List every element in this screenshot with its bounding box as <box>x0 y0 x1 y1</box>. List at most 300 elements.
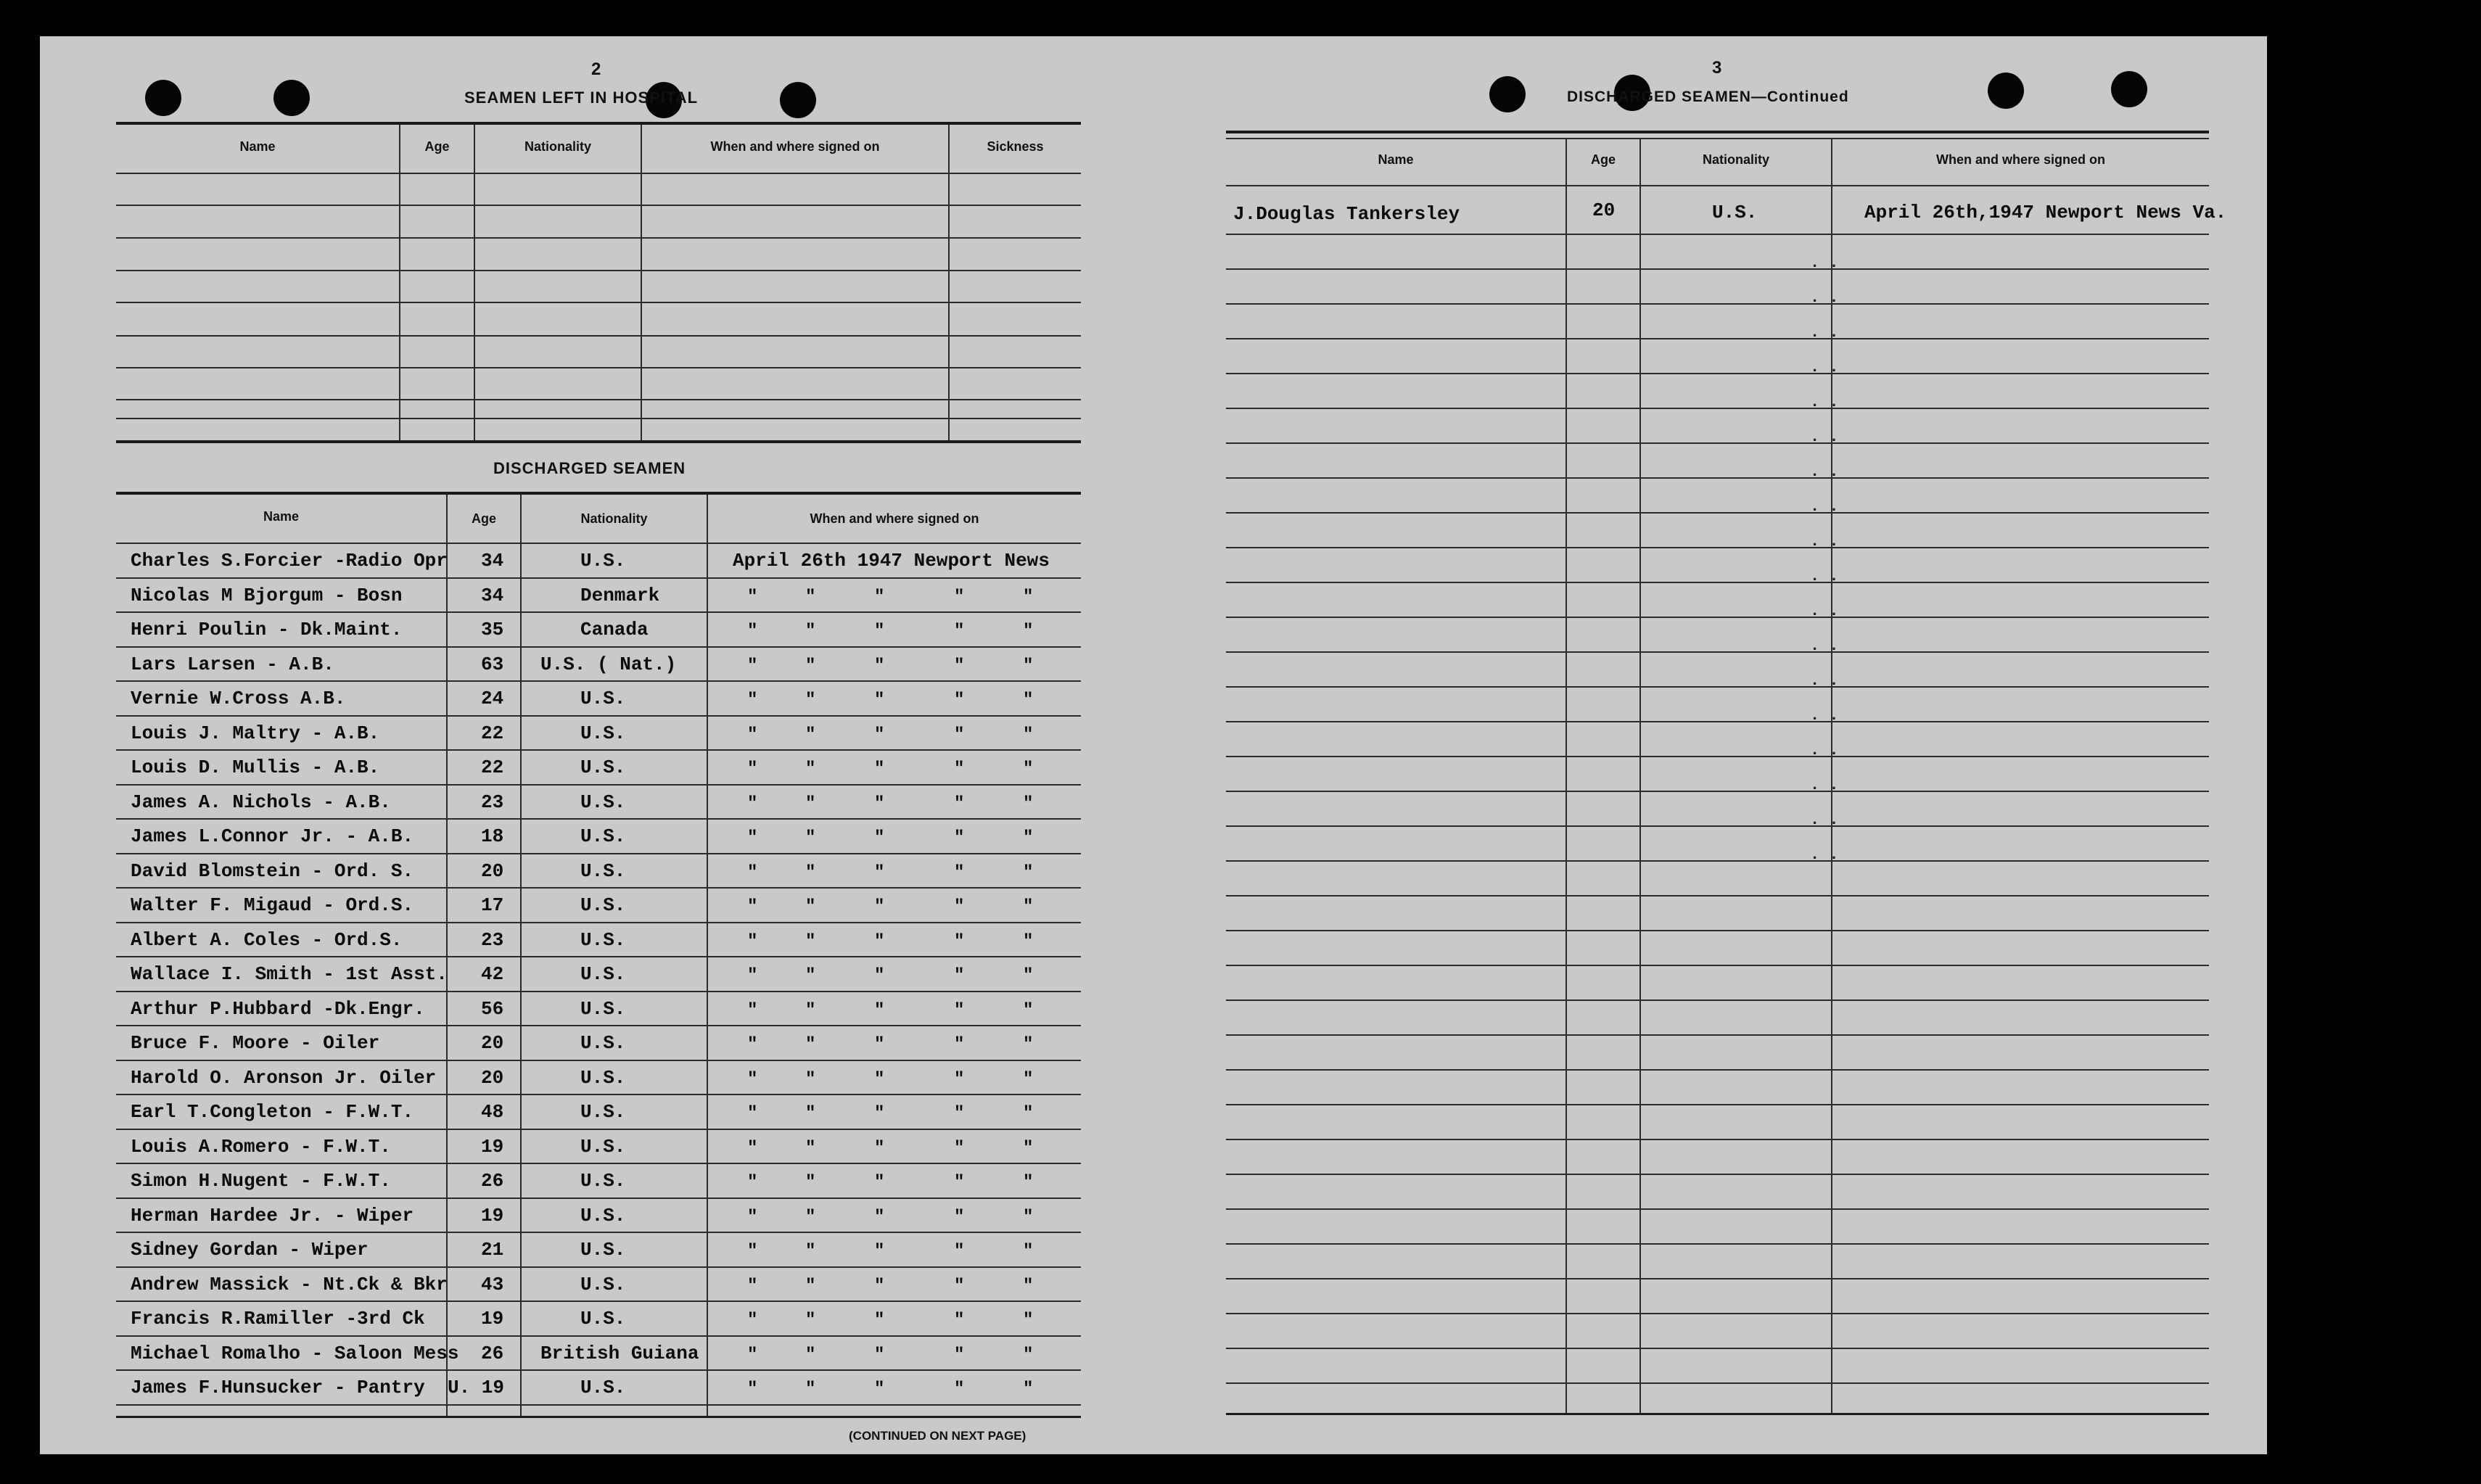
hospital-row-line <box>116 399 1081 400</box>
table-row-line <box>116 887 1081 889</box>
ditto-mark: " <box>1023 1104 1034 1124</box>
stray-mark: . . <box>1810 706 1839 725</box>
ditto-mark: " <box>874 1035 885 1055</box>
discharged-header-age: Age <box>471 511 496 526</box>
ditto-mark: " <box>874 1345 885 1365</box>
row-nationality: U.S. <box>580 1239 626 1261</box>
ditto-mark: " <box>874 1173 885 1192</box>
table-row-line <box>1226 442 2209 444</box>
continued-note: (CONTINUED ON NEXT PAGE) <box>849 1429 1026 1443</box>
row-age: 22 <box>481 722 504 744</box>
row-age: 19 <box>481 1308 504 1330</box>
ditto-mark: " <box>805 1207 816 1227</box>
ditto-mark: " <box>747 1104 758 1124</box>
col-divider <box>1565 139 1567 1414</box>
table-row-line <box>1226 791 2209 792</box>
row-name: Nicolas M Bjorgum - Bosn <box>131 584 403 606</box>
right-header-nationality: Nationality <box>1702 152 1769 167</box>
ditto-mark: " <box>1023 1207 1034 1227</box>
ditto-mark: " <box>747 1380 758 1399</box>
row-nationality: U.S. <box>580 1032 626 1054</box>
row-name: James F.Hunsucker - Pantry <box>131 1377 425 1398</box>
table-row-line <box>1226 512 2209 514</box>
hospital-row-line <box>116 335 1081 337</box>
ditto-mark: " <box>747 1242 758 1261</box>
row-nationality: U.S. <box>580 1308 626 1330</box>
ditto-mark: " <box>874 1138 885 1158</box>
ditto-mark: " <box>874 931 885 952</box>
ditto-mark: " <box>874 1276 885 1296</box>
punch-hole <box>2111 71 2147 107</box>
ditto-mark: " <box>874 966 885 986</box>
ditto-mark: " <box>805 1345 816 1365</box>
row-age: 20 <box>481 1032 504 1054</box>
ditto-mark: " <box>805 897 816 917</box>
stray-mark: . . <box>1810 323 1839 342</box>
ditto-mark: " <box>747 1069 758 1089</box>
row-name: Francis R.Ramiller -3rd Ck <box>131 1308 425 1330</box>
ditto-mark: " <box>747 828 758 848</box>
ditto-mark: " <box>805 587 816 607</box>
row-name: Louis J. Maltry - A.B. <box>131 722 380 744</box>
discharged-bottom-rule <box>116 1416 1081 1418</box>
row-nationality: U.S. <box>580 1204 626 1227</box>
hospital-row-line <box>116 270 1081 271</box>
ditto-mark: " <box>1023 931 1034 952</box>
table-row-line <box>1226 1208 2209 1210</box>
stray-mark: . . <box>1810 602 1839 620</box>
row-name: Harold O. Aronson Jr. Oiler <box>131 1066 437 1089</box>
ditto-mark: " <box>874 1069 885 1089</box>
ditto-mark: " <box>1023 862 1034 883</box>
row-age: 26 <box>481 1342 504 1364</box>
ditto-mark: " <box>747 1000 758 1021</box>
table-row-line <box>1226 895 2209 896</box>
right-header-age: Age <box>1590 152 1616 167</box>
ditto-mark: " <box>747 1276 758 1296</box>
stray-mark: . . <box>1810 289 1839 307</box>
ditto-mark: " <box>747 1173 758 1192</box>
row-nationality: Canada <box>580 619 649 640</box>
punch-hole <box>1489 76 1526 112</box>
table-row-line <box>116 680 1081 682</box>
table-row-line <box>1226 268 2209 270</box>
table-row-line <box>116 991 1081 992</box>
row-age: 22 <box>481 757 504 778</box>
row-name: Herman Hardee Jr. - Wiper <box>131 1204 414 1227</box>
ditto-mark: " <box>954 587 965 607</box>
right-header-signed-on: When and where signed on <box>1935 152 2105 167</box>
row-nationality: British Guiana <box>540 1342 699 1364</box>
ditto-mark: " <box>805 622 816 641</box>
table-row-line <box>116 818 1081 820</box>
row-nationality: U.S. <box>580 722 626 744</box>
ditto-mark: " <box>747 862 758 883</box>
hospital-row-line <box>116 418 1081 419</box>
ditto-mark: " <box>747 1311 758 1330</box>
row-nationality: U.S. <box>580 1273 626 1295</box>
ditto-mark: " <box>874 1311 885 1330</box>
right-bottom-rule <box>1226 1413 2209 1415</box>
row-name: James A. Nichols - A.B. <box>131 791 391 813</box>
ditto-mark: " <box>954 1311 965 1330</box>
row-name: Walter F. Migaud - Ord.S. <box>131 894 414 916</box>
ditto-mark: " <box>874 862 885 883</box>
stray-mark: . . <box>1810 776 1839 794</box>
ditto-mark: " <box>874 1207 885 1227</box>
hospital-section-title: SEAMEN LEFT IN HOSPITAL <box>464 88 699 107</box>
ditto-mark: " <box>1023 1069 1034 1089</box>
row-age: 17 <box>481 894 504 916</box>
ditto-mark: " <box>954 622 965 641</box>
row-age: 26 <box>481 1170 504 1192</box>
ditto-mark: " <box>954 966 965 986</box>
ditto-mark: " <box>954 828 965 848</box>
discharged-top-rule <box>116 492 1081 495</box>
row-age: 34 <box>481 550 504 572</box>
ditto-mark: " <box>954 793 965 814</box>
ditto-mark: " <box>805 966 816 986</box>
ditto-mark: " <box>954 1069 965 1089</box>
row-age: 34 <box>481 584 504 606</box>
ditto-mark: " <box>1023 1000 1034 1021</box>
ditto-mark: " <box>1023 1173 1034 1192</box>
row-name: Lars Larsen - A.B. <box>131 653 334 675</box>
ditto-mark: " <box>747 1138 758 1158</box>
row-age: 19 <box>481 1135 504 1158</box>
row-nationality: Denmark <box>580 584 660 606</box>
row-nationality: U.S. <box>580 963 626 985</box>
table-row-line <box>1226 617 2209 618</box>
ditto-mark: " <box>805 1311 816 1330</box>
ditto-mark: " <box>805 931 816 952</box>
stray-mark: . . <box>1810 463 1839 481</box>
ditto-mark: " <box>954 931 965 952</box>
table-row-line <box>1226 1348 2209 1349</box>
document-sheet <box>40 36 2267 1454</box>
ditto-mark: " <box>747 1035 758 1055</box>
ditto-mark: " <box>747 725 758 745</box>
ditto-mark: " <box>874 1000 885 1021</box>
ditto-mark: " <box>747 966 758 986</box>
stray-mark: . . <box>1810 358 1839 376</box>
table-row-line <box>116 1335 1081 1337</box>
ditto-mark: " <box>805 1104 816 1124</box>
hospital-bottom-rule <box>116 440 1081 443</box>
right-header-name: Name <box>1378 152 1414 167</box>
discharged-header-name: Name <box>263 509 300 524</box>
table-row-line <box>1226 825 2209 827</box>
hospital-header-signed-on: When and where signed on <box>710 139 880 154</box>
table-row-line <box>116 1300 1081 1302</box>
row-age: 21 <box>481 1239 504 1261</box>
row-nationality: U.S. <box>580 1170 626 1192</box>
table-row-line <box>1226 338 2209 339</box>
row-nationality: U.S. <box>580 860 626 882</box>
table-row-line <box>116 1266 1081 1268</box>
row-name: Earl T.Congleton - F.W.T. <box>131 1101 414 1123</box>
row-name: David Blomstein - Ord. S. <box>131 860 414 882</box>
punch-hole <box>1988 73 2024 109</box>
punch-hole <box>145 80 181 116</box>
stray-mark: . . <box>1810 498 1839 516</box>
ditto-mark: " <box>954 862 965 883</box>
table-row-line <box>1226 477 2209 479</box>
punch-hole <box>273 80 310 116</box>
ditto-mark: " <box>805 1000 816 1021</box>
hospital-row-line <box>116 173 1081 174</box>
table-row-line <box>1226 373 2209 374</box>
ditto-mark: " <box>954 1345 965 1365</box>
row-name: Albert A. Coles - Ord.S. <box>131 928 403 951</box>
ditto-mark: " <box>874 587 885 607</box>
table-row-line <box>1226 686 2209 688</box>
ditto-mark: " <box>1023 1242 1034 1261</box>
table-row-line <box>1226 1139 2209 1140</box>
table-row-line <box>116 715 1081 717</box>
row-name: Charles S.Forcier -Radio Opr <box>131 550 448 572</box>
table-row-line <box>1226 582 2209 583</box>
ditto-mark: " <box>954 1104 965 1124</box>
table-row-line <box>116 853 1081 854</box>
ditto-mark: " <box>1023 1276 1034 1296</box>
row-age: 23 <box>481 928 504 951</box>
row-name: Wallace I. Smith - 1st Asst. <box>131 963 448 985</box>
row-name: Henri Poulin - Dk.Maint. <box>131 619 403 640</box>
ditto-mark: " <box>954 1207 965 1227</box>
ditto-mark: " <box>1023 691 1034 710</box>
ditto-mark: " <box>805 1380 816 1399</box>
ditto-mark: " <box>805 793 816 814</box>
table-row-line <box>1226 930 2209 931</box>
ditto-mark: " <box>874 759 885 779</box>
ditto-mark: " <box>805 1069 816 1089</box>
table-row-line <box>116 1197 1081 1199</box>
ditto-mark: " <box>1023 622 1034 641</box>
stray-mark: . . <box>1810 741 1839 759</box>
hospital-row-line <box>116 205 1081 206</box>
row-nationality: U.S. <box>580 1066 626 1089</box>
table-row-line <box>1226 1382 2209 1384</box>
right-top-rule <box>1226 131 2209 133</box>
ditto-mark: " <box>805 656 816 676</box>
ditto-mark: " <box>747 1207 758 1227</box>
table-row-line <box>1226 965 2209 966</box>
ditto-mark: " <box>1023 1138 1034 1158</box>
ditto-mark: " <box>805 725 816 745</box>
ditto-mark: " <box>1023 793 1034 814</box>
row-name: J.Douglas Tankersley <box>1233 203 1460 225</box>
table-row-line <box>1226 408 2209 409</box>
stray-mark: . . <box>1810 672 1839 690</box>
ditto-mark: " <box>954 1380 965 1399</box>
row-signed-on: April 26th,1947 Newport News Va. <box>1864 202 2227 223</box>
table-row-line <box>1226 547 2209 548</box>
row-age: U. 19 <box>448 1377 505 1398</box>
ditto-mark: " <box>874 656 885 676</box>
ditto-mark: " <box>874 1104 885 1124</box>
row-name: James L.Connor Jr. - A.B. <box>131 825 414 847</box>
row-age: 56 <box>481 997 504 1020</box>
row-name: Vernie W.Cross A.B. <box>131 688 346 709</box>
table-row-line <box>116 1060 1081 1061</box>
ditto-mark: " <box>747 793 758 814</box>
discharged-continued-title: DISCHARGED SEAMEN—Continued <box>1567 88 1849 105</box>
ditto-mark: " <box>805 1138 816 1158</box>
table-row-line <box>1226 756 2209 757</box>
stray-mark: . . <box>1810 567 1839 585</box>
page-number: 3 <box>1712 58 1722 78</box>
table-row-line <box>1226 1243 2209 1245</box>
row-nationality: U.S. <box>580 1101 626 1123</box>
table-row-line <box>1226 1069 2209 1071</box>
row-name: Sidney Gordan - Wiper <box>131 1239 369 1261</box>
ditto-mark: " <box>1023 828 1034 848</box>
hospital-header-sickness: Sickness <box>987 139 1044 154</box>
table-row-line <box>1226 1278 2209 1279</box>
table-row-line <box>116 749 1081 751</box>
table-row-line <box>1226 1104 2209 1105</box>
ditto-mark: " <box>805 759 816 779</box>
ditto-mark: " <box>874 622 885 641</box>
stray-mark: . . <box>1810 254 1839 272</box>
table-row-line <box>116 611 1081 613</box>
stray-mark: . . <box>1810 811 1839 829</box>
table-row-line <box>116 922 1081 923</box>
table-row-line <box>116 956 1081 957</box>
ditto-mark: " <box>874 828 885 848</box>
table-row-line <box>116 1163 1081 1164</box>
row-age: 35 <box>481 619 504 640</box>
ditto-mark: " <box>1023 725 1034 745</box>
table-row-line <box>1226 651 2209 653</box>
ditto-mark: " <box>805 1276 816 1296</box>
table-row-line <box>116 577 1081 579</box>
ditto-mark: " <box>747 622 758 641</box>
hospital-header-nationality: Nationality <box>524 139 591 154</box>
ditto-mark: " <box>874 897 885 917</box>
ditto-mark: " <box>954 759 965 779</box>
ditto-mark: " <box>1023 1311 1034 1330</box>
row-age: 43 <box>481 1273 504 1295</box>
row-signed-on: April 26th 1947 Newport News <box>733 550 1050 572</box>
ditto-mark: " <box>747 656 758 676</box>
ditto-mark: " <box>954 1242 965 1261</box>
ditto-mark: " <box>805 1173 816 1192</box>
discharged-section-title: DISCHARGED SEAMEN <box>493 459 686 477</box>
ditto-mark: " <box>805 691 816 710</box>
ditto-mark: " <box>805 862 816 883</box>
table-row-line <box>1226 1174 2209 1175</box>
page-number: 2 <box>591 59 601 79</box>
row-nationality: U.S. <box>580 997 626 1020</box>
ditto-mark: " <box>1023 1380 1034 1399</box>
ditto-mark: " <box>954 725 965 745</box>
row-nationality: U.S. <box>580 894 626 916</box>
row-nationality: U.S. <box>580 825 626 847</box>
discharged-header-nationality: Nationality <box>580 511 648 526</box>
col-divider <box>1639 139 1641 1414</box>
ditto-mark: " <box>954 1000 965 1021</box>
table-row-line <box>116 1404 1081 1406</box>
row-nationality: U.S. <box>580 1377 626 1398</box>
row-age: 20 <box>481 860 504 882</box>
table-row-line <box>1226 1313 2209 1314</box>
discharged-header-signed-on: When and where signed on <box>810 511 979 526</box>
table-row-line <box>116 646 1081 648</box>
ditto-mark: " <box>747 759 758 779</box>
ditto-mark: " <box>954 691 965 710</box>
ditto-mark: " <box>747 691 758 710</box>
table-row-line <box>116 1129 1081 1130</box>
table-row-line <box>1226 721 2209 722</box>
ditto-mark: " <box>805 828 816 848</box>
table-row-line <box>116 784 1081 786</box>
right-top-rule-thin <box>1226 138 2209 139</box>
row-nationality: U.S. ( Nat.) <box>540 653 677 675</box>
ditto-mark: " <box>874 725 885 745</box>
row-age: 48 <box>481 1101 504 1123</box>
row-age: 20 <box>481 1066 504 1089</box>
table-row-line <box>116 1025 1081 1026</box>
table-row-line <box>116 1369 1081 1371</box>
ditto-mark: " <box>747 897 758 917</box>
ditto-mark: " <box>874 793 885 814</box>
row-age: 18 <box>481 825 504 847</box>
ditto-mark: " <box>1023 759 1034 779</box>
right-header-line <box>1226 185 2209 186</box>
ditto-mark: " <box>954 1276 965 1296</box>
ditto-mark: " <box>874 1380 885 1399</box>
ditto-mark: " <box>1023 966 1034 986</box>
row-name: Michael Romalho - Saloon Mess <box>131 1342 459 1364</box>
ditto-mark: " <box>954 1035 965 1055</box>
stray-mark: . . <box>1810 532 1839 551</box>
hospital-top-rule <box>116 122 1081 125</box>
row-nationality: U.S. <box>580 757 626 778</box>
ditto-mark: " <box>874 691 885 710</box>
ditto-mark: " <box>954 656 965 676</box>
ditto-mark: " <box>747 1345 758 1365</box>
hospital-row-line <box>116 302 1081 303</box>
ditto-mark: " <box>954 1138 965 1158</box>
ditto-mark: " <box>954 897 965 917</box>
table-row-line <box>1226 860 2209 862</box>
row-nationality: U.S. <box>580 688 626 709</box>
table-row-line <box>1226 234 2209 235</box>
discharged-header-line <box>116 543 1081 544</box>
ditto-mark: " <box>747 931 758 952</box>
row-nationality: U.S. <box>580 791 626 813</box>
row-age: 42 <box>481 963 504 985</box>
row-nationality: U.S. <box>580 550 626 572</box>
ditto-mark: " <box>1023 897 1034 917</box>
row-name: Louis A.Romero - F.W.T. <box>131 1135 391 1158</box>
punch-hole <box>780 82 816 118</box>
ditto-mark: " <box>954 1173 965 1192</box>
row-age: 20 <box>1592 199 1616 221</box>
table-row-line <box>116 1232 1081 1233</box>
table-row-line <box>1226 1034 2209 1036</box>
ditto-mark: " <box>805 1242 816 1261</box>
ditto-mark: " <box>747 587 758 607</box>
ditto-mark: " <box>805 1035 816 1055</box>
row-nationality: U.S. <box>580 1135 626 1158</box>
ditto-mark: " <box>1023 587 1034 607</box>
row-name: Louis D. Mullis - A.B. <box>131 757 380 778</box>
table-row-line <box>1226 303 2209 305</box>
row-name: Bruce F. Moore - Oiler <box>131 1032 380 1054</box>
